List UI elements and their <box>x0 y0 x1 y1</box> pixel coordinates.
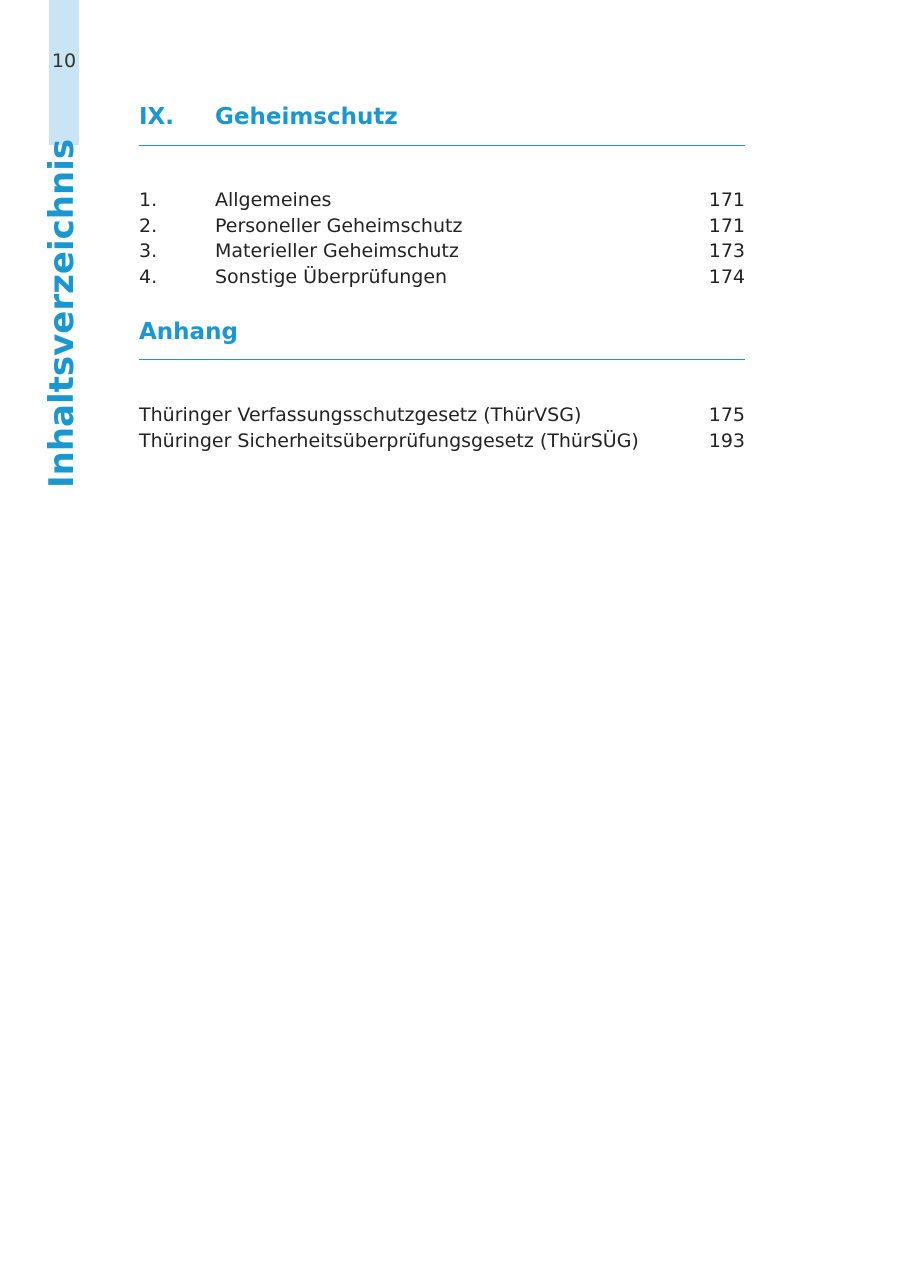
toc-entry-page: 171 <box>708 214 745 237</box>
toc-entry[interactable] <box>139 403 745 429</box>
toc-entry-number: 3. <box>139 240 158 262</box>
toc-entry-number: 2. <box>139 214 158 237</box>
toc-entry-page: 175 <box>708 404 745 426</box>
toc-entry[interactable] <box>139 265 745 291</box>
toc-section-ix <box>139 188 745 290</box>
toc-entry-number: 1. <box>139 189 158 211</box>
toc-entry[interactable] <box>139 429 745 455</box>
section-number: IX. <box>139 104 175 130</box>
toc-entry-title: Thüringer Sicherheitsüberprüfungsgesetz (ThürSÜG) <box>139 429 639 452</box>
side-tab-band <box>49 0 79 145</box>
section-heading-anhang <box>139 318 745 346</box>
side-title-vertical: Inhaltsverzeichnis <box>42 138 82 488</box>
toc-entry-number: 4. <box>139 265 158 288</box>
toc-entry-page: 174 <box>708 265 745 288</box>
toc-entry-page: 193 <box>708 429 745 452</box>
toc-section-anhang <box>139 403 745 454</box>
toc-entry-title: Allgemeines <box>215 189 332 211</box>
section-heading-ix <box>139 103 745 131</box>
section-divider <box>139 359 745 360</box>
section-title: Anhang <box>139 319 238 345</box>
section-divider <box>139 145 745 146</box>
page-number: 10 <box>51 50 77 72</box>
toc-entry-title: Thüringer Verfassungsschutzgesetz (ThürVSG) <box>139 404 582 426</box>
toc-entry[interactable] <box>139 188 745 214</box>
toc-entry-title: Materieller Geheimschutz <box>215 240 459 262</box>
toc-entry[interactable] <box>139 239 745 265</box>
toc-entry[interactable] <box>139 214 745 240</box>
toc-entry-title: Personeller Geheimschutz <box>215 214 463 237</box>
toc-entry-page: 171 <box>708 189 745 211</box>
toc-entry-title: Sonstige Überprüfungen <box>215 265 448 288</box>
section-title: Geheimschutz <box>215 104 398 130</box>
toc-entry-page: 173 <box>708 240 745 262</box>
